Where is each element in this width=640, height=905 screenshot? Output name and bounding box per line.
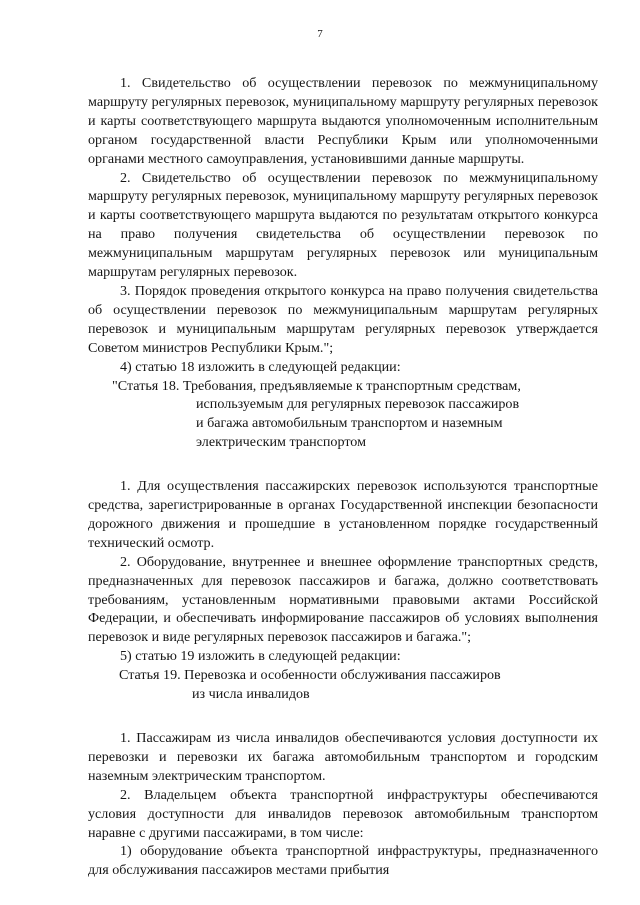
spacer: [88, 704, 598, 729]
heading-line: используемым для регулярных перевозок пассажиров: [196, 396, 520, 413]
paragraph: 4) статью 18 изложить в следующей редакции:: [120, 358, 401, 375]
paragraph: 1. Свидетельство об осуществлении перевозок по межмуниципальному маршруту регулярных перевозок, муниципальному маршруту регулярных перевозок и карты соответствующего маршрута выдаются уполномоченным исполнительным органом государственной власти Республики Крым или уполномоченными органами местного самоуправления, установившими данные маршруты.: [88, 75, 598, 167]
heading-line: Статья 19. Перевозка и особенности обслуживания пассажиров: [119, 667, 501, 684]
article-18-heading: [88, 377, 598, 453]
heading-line: электрическим транспортом: [196, 434, 366, 451]
paragraph: 2. Владельцем объекта транспортной инфраструктуры обеспечиваются условия доступности для инвалидов перевозок автомобильным транспортом наравне с другими пассажирами, в том числе:: [88, 786, 598, 841]
paragraph: 1. Для осуществления пассажирских перевозок используются транспортные средства, зарегистрированные в органах Государственной инспекции безопасности дорожного движения и прошедшие в установленном порядке государственный технический осмотр.: [88, 478, 598, 551]
article-19-heading: [88, 666, 598, 704]
paragraph: 1. Пассажирам из числа инвалидов обеспечиваются условия доступности их перевозки и перевозки их багажа автомобильным транспортом и городским наземным электрическим транспортом.: [88, 730, 598, 784]
heading-line: из числа инвалидов: [192, 686, 310, 703]
paragraph: 5) статью 19 изложить в следующей редакции:: [120, 648, 401, 665]
paragraph: 1) оборудование объекта транспортной инфраструктуры, предназначенного для обслуживания пассажиров местами прибытия: [88, 843, 598, 879]
paragraph: 2. Свидетельство об осуществлении перевозок по межмуниципальному маршруту регулярных перевозок, муниципальному маршруту регулярных перевозок и карты соответствующего маршрута выдаются по результатам открытого конкурса на право получения свидетельства об осуществлении перевозок по межмуниципальным маршрутам регулярных перевозок или муниципальным маршрутам регулярных перевозок.: [88, 169, 598, 281]
paragraph: 3. Порядок проведения открытого конкурса на право получения свидетельства об осуществлении перевозок по межмуниципальным маршрутам регулярных перевозок и муниципальным маршрутам регулярных перевозок утверждается Советом министров Республики Крым.";: [88, 282, 598, 356]
document-body: [88, 74, 598, 880]
paragraph: 2. Оборудование, внутреннее и внешнее оформление транспортных средств, предназначенных для перевозок пассажиров и багажа, должно соответствовать требованиям, установленным нормативными правовыми актами Российской Федерации, и обеспечивать информирование пассажиров об условиях выполнения перевозок и виде регулярных перевозок пассажиров и багажа.";: [88, 553, 598, 646]
heading-line: и багажа автомобильным транспортом и наземным: [196, 415, 503, 432]
heading-line: "Статья 18. Требования, предъявляемые к транспортным средствам,: [112, 377, 521, 394]
page-number: 7: [317, 28, 323, 40]
spacer: [88, 452, 598, 477]
